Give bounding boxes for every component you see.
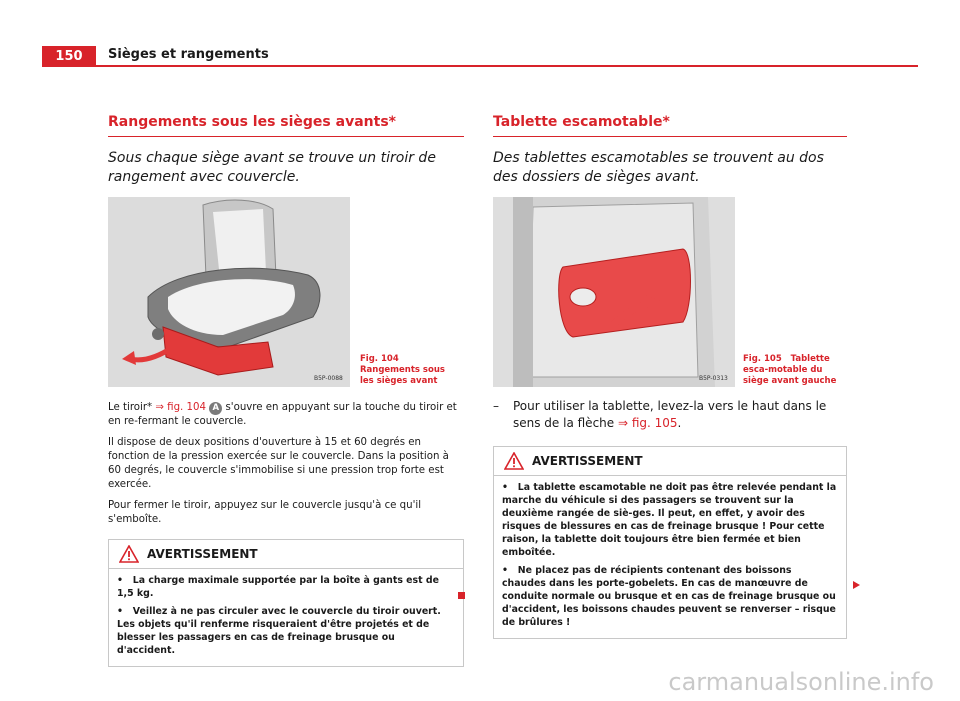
figure-105 (493, 197, 847, 387)
seat-drawer-illustration (108, 197, 350, 387)
fig-104-link[interactable]: ⇒ fig. 104 (155, 402, 206, 413)
caption-text: Tablette esca-motable du siège avant gauche (743, 354, 837, 386)
left-column (108, 114, 464, 667)
warning-item: • Ne placez pas de récipients contenant des boissons chaudes dans les porte-gobelets. En cas de manœuvre de conduite normale ou brusque et en cas de freinage brusque ou d'accident, les boissons chaudes peuvent se renverser – risque de brûlures ! (502, 565, 836, 628)
step-text-end: . (677, 416, 682, 430)
warning-item-text: La charge maximale supportée par la boîte à gants est de 1,5 kg. (117, 575, 439, 599)
warning-triangle-icon (504, 452, 524, 470)
left-warning-box (108, 539, 464, 667)
figure-code-104: B5P-0088 (314, 375, 343, 382)
warning-header (109, 540, 463, 569)
left-paragraph-3: Pour fermer le tiroir, appuyez sur le couvercle jusqu'à ce qu'il s'emboîte. (108, 500, 422, 525)
figure-104-caption (360, 354, 460, 387)
warning-title: AVERTISSEMENT (147, 547, 258, 561)
warning-item: • La charge maximale supportée par la boîte à gants est de 1,5 kg. (117, 575, 439, 599)
right-column (493, 114, 847, 639)
left-heading: Rangements sous les sièges avants* (108, 114, 464, 137)
warning-triangle-icon (119, 545, 139, 563)
warning-item: • Veillez à ne pas circuler avec le couvercle du tiroir ouvert. Les objets qu'il renferme risqueraient d'être projetés et de blesser les passagers en cas de freinage brusque ou d'accident. (117, 606, 441, 656)
warning-item-text: La tablette escamotable ne doit pas être relevée pendant la marche du véhicule si des passagers se trouvent sur la deuxième rangée de siè-ges. Il peut, en effet, y avoir des risques de blessures en cas de freinage brusque ! Pour cette raison, la tablette doit toujours être bien fermée et bien emboîtée. (502, 482, 837, 558)
caption-number: Fig. 104 (360, 354, 399, 364)
fig-105-link[interactable]: ⇒ fig. 105 (617, 416, 678, 430)
page-number: 150 (42, 46, 96, 67)
end-of-section-marker (458, 592, 465, 599)
step-text-main: Pour utiliser la tablette, levez-la vers le haut dans le sens de la flèche (513, 399, 827, 430)
caption-number: Fig. 105 (743, 354, 782, 364)
caption-text: Rangements sous les sièges avant (360, 365, 445, 386)
right-heading: Tablette escamotable* (493, 114, 847, 137)
warning-item-text: Ne placez pas de récipients contenant des boissons chaudes dans les porte-gobelets. En cas de manœuvre de conduite normale ou brusque et en cas de freinage brusque ou d'accident, les boissons chaudes peuvent se renverser – risque de brûlures ! (502, 565, 836, 628)
step-dash: – (493, 399, 499, 413)
callout-a: A (209, 402, 222, 415)
figure-105-caption (743, 354, 843, 387)
continue-arrow-icon (851, 580, 861, 590)
right-intro: Des tablettes escamotables se trouvent au dos des dossiers de sièges avant. (493, 150, 824, 185)
left-intro: Sous chaque siège avant se trouve un tiroir de rangement avec couvercle. (108, 150, 436, 185)
tray-table-image (493, 197, 735, 387)
warning-item-text: Veillez à ne pas circuler avec le couvercle du tiroir ouvert. Les objets qu'il renferme risqueraient d'être projetés et de blesser les passagers en cas de freinage brusque ou d'accident. (117, 606, 441, 656)
figure-104 (108, 197, 464, 387)
left-paragraph-1 (108, 401, 464, 429)
figure-code-105: B5P-0313 (699, 375, 728, 382)
warning-header (494, 447, 846, 476)
seat-drawer-image (108, 197, 350, 387)
left-paragraph-2: Il dispose de deux positions d'ouverture à 15 et 60 degrés en fonction de la pression exercée sur le couvercle. Dans la position à 60 degrés, le couvercle s'immobilise si une pression trop forte est exercée. (108, 437, 449, 490)
section-title: Sièges et rangements (108, 47, 269, 62)
instruction-step (493, 398, 847, 432)
header-divider (96, 65, 918, 67)
tray-table-illustration (493, 197, 735, 387)
watermark: carmanualsonline.info (668, 668, 934, 696)
p1-text-start: Le tiroir* (108, 402, 156, 413)
right-warning-box (493, 446, 847, 639)
p1-text-end: s'ouvre en appuyant sur la touche du tiroir et en re-fermant le couvercle. (108, 402, 457, 427)
warning-item: • La tablette escamotable ne doit pas être relevée pendant la marche du véhicule si des passagers se trouvent sur la deuxième rangée de siè-ges. Il peut, en effet, y avoir des risques de blessures en cas de freinage brusque ! Pour cette raison, la tablette doit toujours être bien fermée et bien emboîtée. (502, 482, 837, 558)
warning-title: AVERTISSEMENT (532, 454, 643, 468)
step-text (513, 398, 847, 432)
